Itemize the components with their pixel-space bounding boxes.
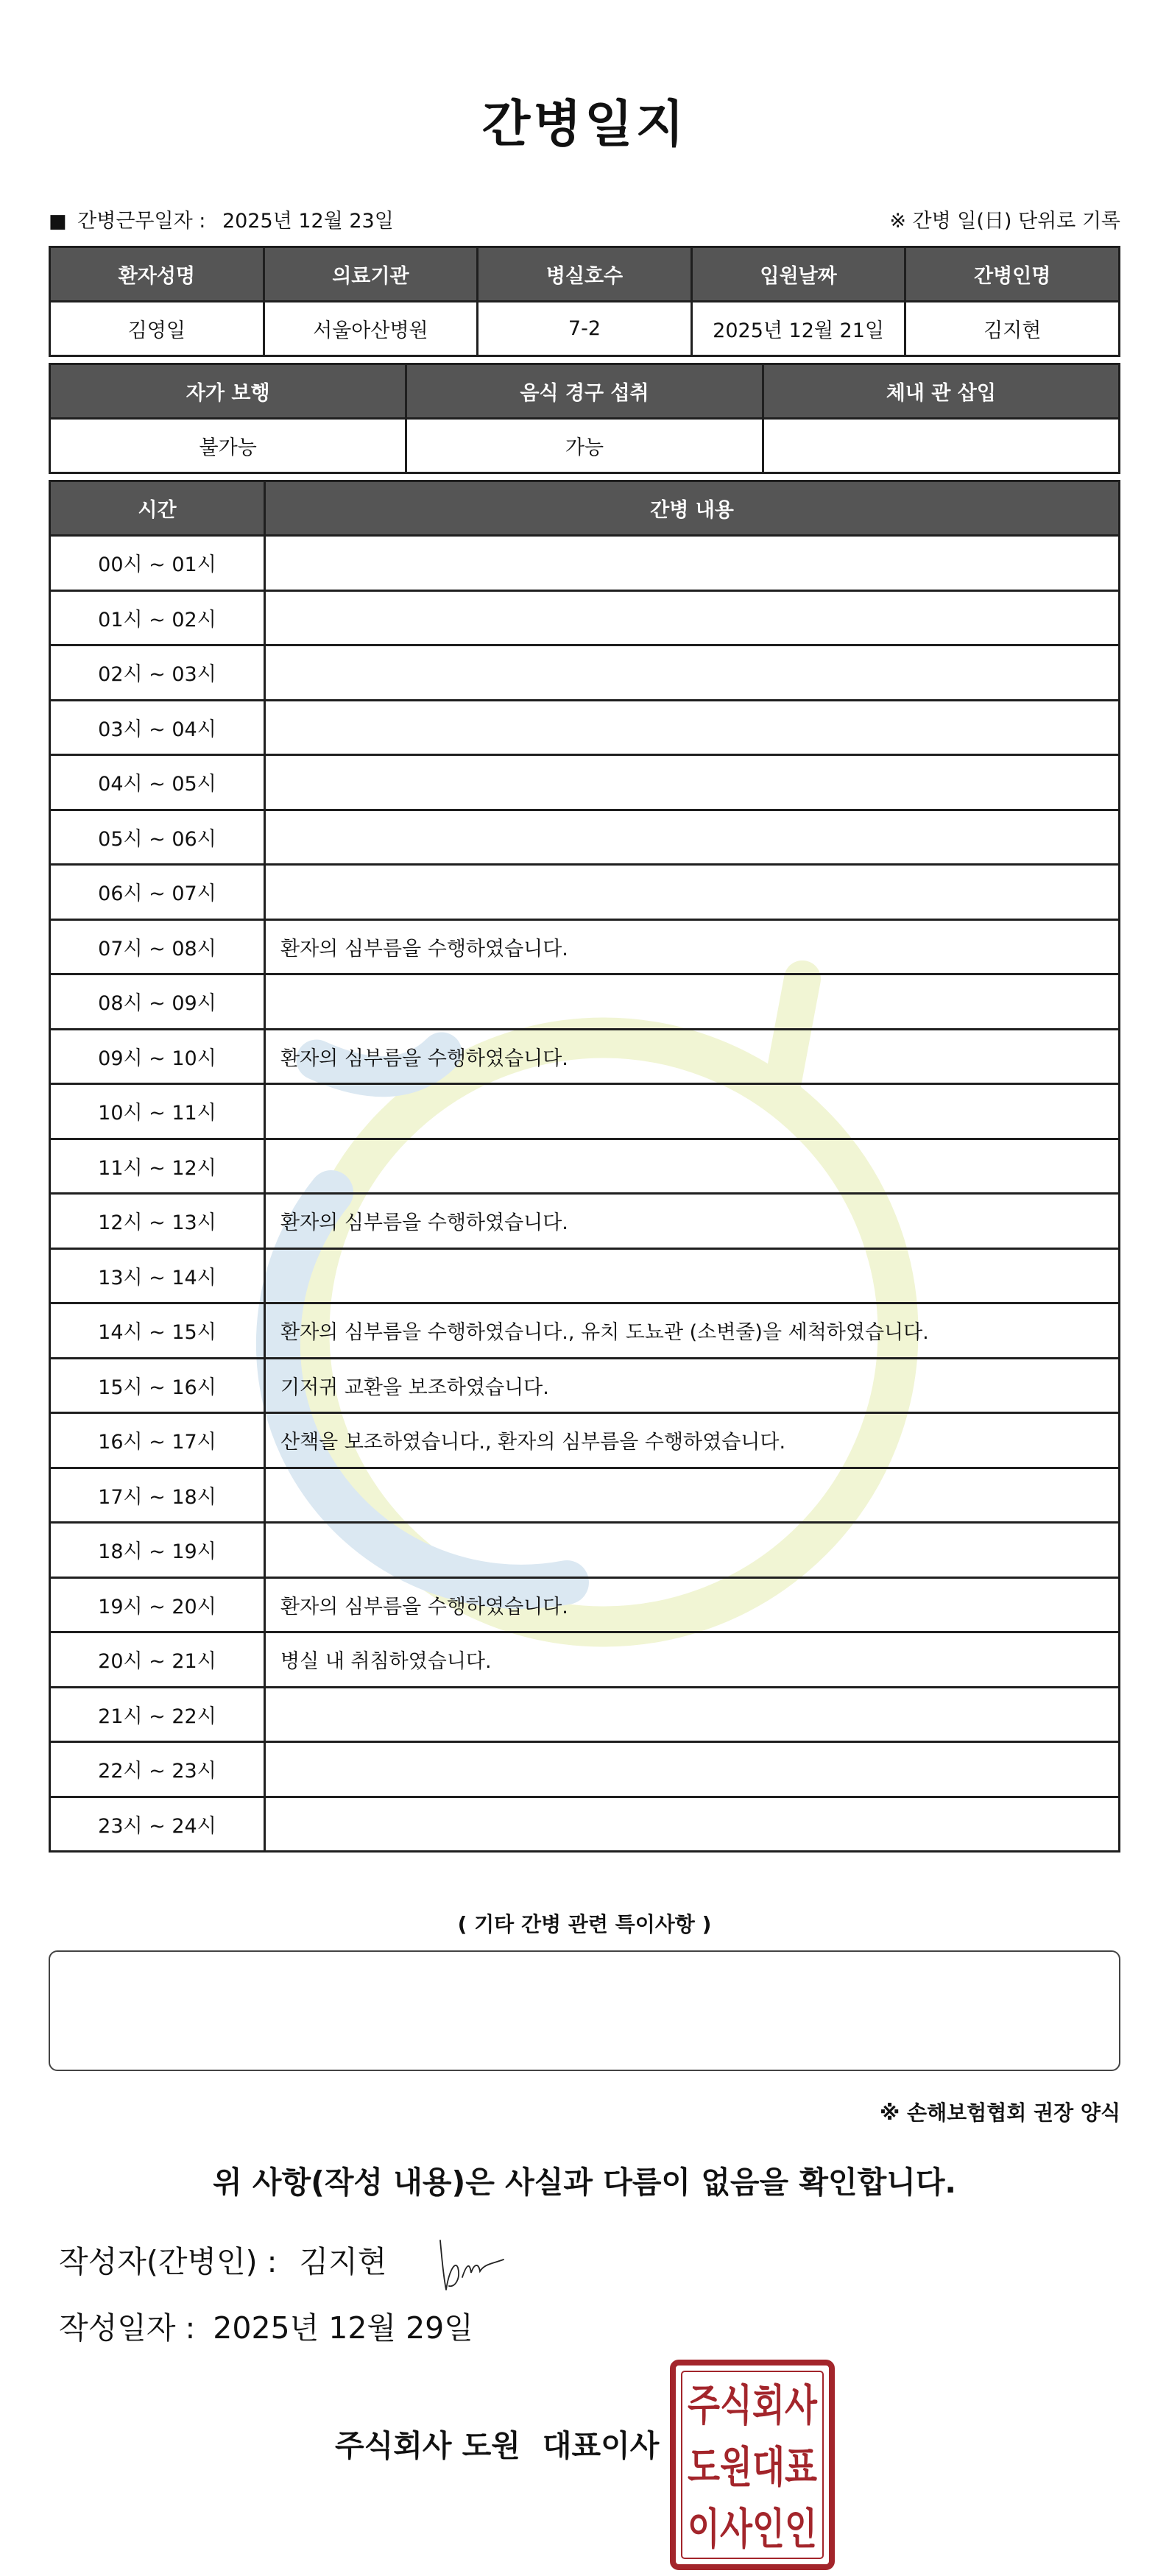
patient-name: 김영일 [50, 302, 264, 356]
log-content [265, 1084, 1120, 1139]
log-time: 23시 ~ 24시 [50, 1797, 265, 1852]
writer-label: 작성자(간병인) : [59, 2244, 278, 2279]
log-row [50, 645, 1120, 701]
log-time: 05시 ~ 06시 [50, 810, 265, 865]
log-time: 04시 ~ 05시 [50, 755, 265, 810]
writer-line [59, 2237, 386, 2281]
log-row [50, 1742, 1120, 1797]
log-time: 14시 ~ 15시 [50, 1303, 265, 1359]
log-time: 21시 ~ 22시 [50, 1687, 265, 1742]
log-content [265, 645, 1120, 701]
log-row [50, 1303, 1120, 1359]
header-caregiver-name: 간병인명 [905, 247, 1120, 302]
log-row [50, 1139, 1120, 1194]
work-date-label: 간병근무일자 : [77, 210, 206, 233]
log-time: 22시 ~ 23시 [50, 1742, 265, 1797]
svg-text:이사인인: 이사인인 [688, 2504, 817, 2554]
self-walking-value: 불가능 [50, 419, 406, 473]
oral-intake-value: 가능 [406, 419, 763, 473]
log-row [50, 536, 1120, 591]
log-time: 06시 ~ 07시 [50, 865, 265, 920]
representative-title: 대표이사 [542, 2428, 660, 2463]
header-tube-insertion: 체내 관 삽입 [763, 364, 1119, 419]
company-seal [670, 2360, 835, 2570]
log-time: 20시 ~ 21시 [50, 1632, 265, 1688]
svg-text:도원대표: 도원대표 [688, 2442, 817, 2492]
written-date-line [59, 2304, 473, 2347]
log-content: 환자의 심부름을 수행하였습니다. [265, 1029, 1120, 1084]
log-row [50, 1358, 1120, 1413]
log-time: 11시 ~ 12시 [50, 1139, 265, 1194]
log-content [265, 974, 1120, 1030]
record-unit-note: ※ 간병 일(日) 단위로 기록 [889, 210, 1120, 233]
log-row [50, 755, 1120, 810]
header-hospital: 의료기관 [264, 247, 478, 302]
log-time: 12시 ~ 13시 [50, 1194, 265, 1249]
log-content [265, 1139, 1120, 1194]
header-patient-name: 환자성명 [50, 247, 264, 302]
log-row [50, 1248, 1120, 1303]
company-name: 주식회사 도원 [335, 2428, 520, 2463]
log-time: 10시 ~ 11시 [50, 1084, 265, 1139]
log-time: 01시 ~ 02시 [50, 590, 265, 645]
log-content: 기저귀 교환을 보조하였습니다. [265, 1358, 1120, 1413]
log-content: 병실 내 취침하였습니다. [265, 1632, 1120, 1688]
header-care-content: 간병 내용 [265, 481, 1120, 536]
log-row [50, 1029, 1120, 1084]
date-value: 2025년 12월 29일 [213, 2310, 473, 2346]
log-content [265, 1687, 1120, 1742]
log-content: 환자의 심부름을 수행하였습니다. [265, 1577, 1120, 1632]
tube-insertion-value [763, 419, 1119, 473]
log-row [50, 1687, 1120, 1742]
log-content: 환자의 심부름을 수행하였습니다. [265, 1194, 1120, 1249]
hospital: 서울아산병원 [264, 302, 478, 356]
room-number: 7-2 [478, 302, 692, 356]
log-row [50, 1468, 1120, 1523]
notes-box [49, 1950, 1120, 2071]
log-content [265, 700, 1120, 755]
admission-date: 2025년 12월 21일 [691, 302, 905, 356]
log-content [265, 865, 1120, 920]
writer-name: 김지현 [299, 2244, 387, 2279]
log-row [50, 865, 1120, 920]
log-content [265, 1468, 1120, 1523]
log-row [50, 1413, 1120, 1468]
work-date-line [49, 205, 394, 233]
company-signature-line [335, 2421, 659, 2465]
log-content: 환자의 심부름을 수행하였습니다., 유치 도뇨관 (소변줄)을 세척하였습니다. [265, 1303, 1120, 1359]
log-content [265, 1248, 1120, 1303]
page-title: 간병일지 [481, 96, 688, 154]
confirmation-statement: 위 사항(작성 내용)은 사실과 다름이 없음을 확인합니다. [212, 2165, 957, 2200]
log-row [50, 919, 1120, 974]
log-row [50, 1632, 1120, 1688]
log-time: 16시 ~ 17시 [50, 1413, 265, 1468]
log-content [265, 1797, 1120, 1852]
log-time: 13시 ~ 14시 [50, 1248, 265, 1303]
log-content [265, 810, 1120, 865]
header-self-walking: 자가 보행 [50, 364, 406, 419]
log-content [265, 1742, 1120, 1797]
notes-title: ( 기타 간병 관련 특이사항 ) [457, 1912, 712, 1936]
log-row [50, 700, 1120, 755]
log-time: 09시 ~ 10시 [50, 1029, 265, 1084]
svg-text:주식회사: 주식회사 [688, 2380, 818, 2430]
log-row [50, 1523, 1120, 1578]
handwritten-signature [433, 2234, 506, 2293]
log-time: 00시 ~ 01시 [50, 536, 265, 591]
log-row [50, 974, 1120, 1030]
log-row [50, 1194, 1120, 1249]
log-time: 07시 ~ 08시 [50, 919, 265, 974]
patient-info-table [49, 246, 1120, 357]
log-row [50, 590, 1120, 645]
square-bullet-icon: ■ [49, 210, 67, 233]
care-status-table [49, 363, 1120, 474]
care-log-body [50, 536, 1120, 1852]
care-log-table [49, 480, 1120, 1853]
log-content: 산책을 보조하였습니다., 환자의 심부름을 수행하였습니다. [265, 1413, 1120, 1468]
work-date-value: 2025년 12월 23일 [222, 210, 394, 233]
log-time: 15시 ~ 16시 [50, 1358, 265, 1413]
log-content [265, 1523, 1120, 1578]
log-row [50, 1797, 1120, 1852]
caregiver-name: 김지현 [905, 302, 1120, 356]
header-admission-date: 입원날짜 [691, 247, 905, 302]
log-row [50, 1084, 1120, 1139]
log-time: 17시 ~ 18시 [50, 1468, 265, 1523]
log-time: 02시 ~ 03시 [50, 645, 265, 701]
header-oral-intake: 음식 경구 섭취 [406, 364, 763, 419]
log-time: 08시 ~ 09시 [50, 974, 265, 1030]
form-source-note: ※ 손해보험협회 권장 양식 [880, 2101, 1120, 2125]
log-row [50, 1577, 1120, 1632]
header-time: 시간 [50, 481, 265, 536]
log-content [265, 755, 1120, 810]
log-time: 03시 ~ 04시 [50, 700, 265, 755]
log-content [265, 536, 1120, 591]
date-label: 작성일자 : [59, 2310, 196, 2346]
log-content: 환자의 심부름을 수행하였습니다. [265, 919, 1120, 974]
header-room-number: 병실호수 [478, 247, 692, 302]
log-content [265, 590, 1120, 645]
log-time: 18시 ~ 19시 [50, 1523, 265, 1578]
log-row [50, 810, 1120, 865]
log-time: 19시 ~ 20시 [50, 1577, 265, 1632]
